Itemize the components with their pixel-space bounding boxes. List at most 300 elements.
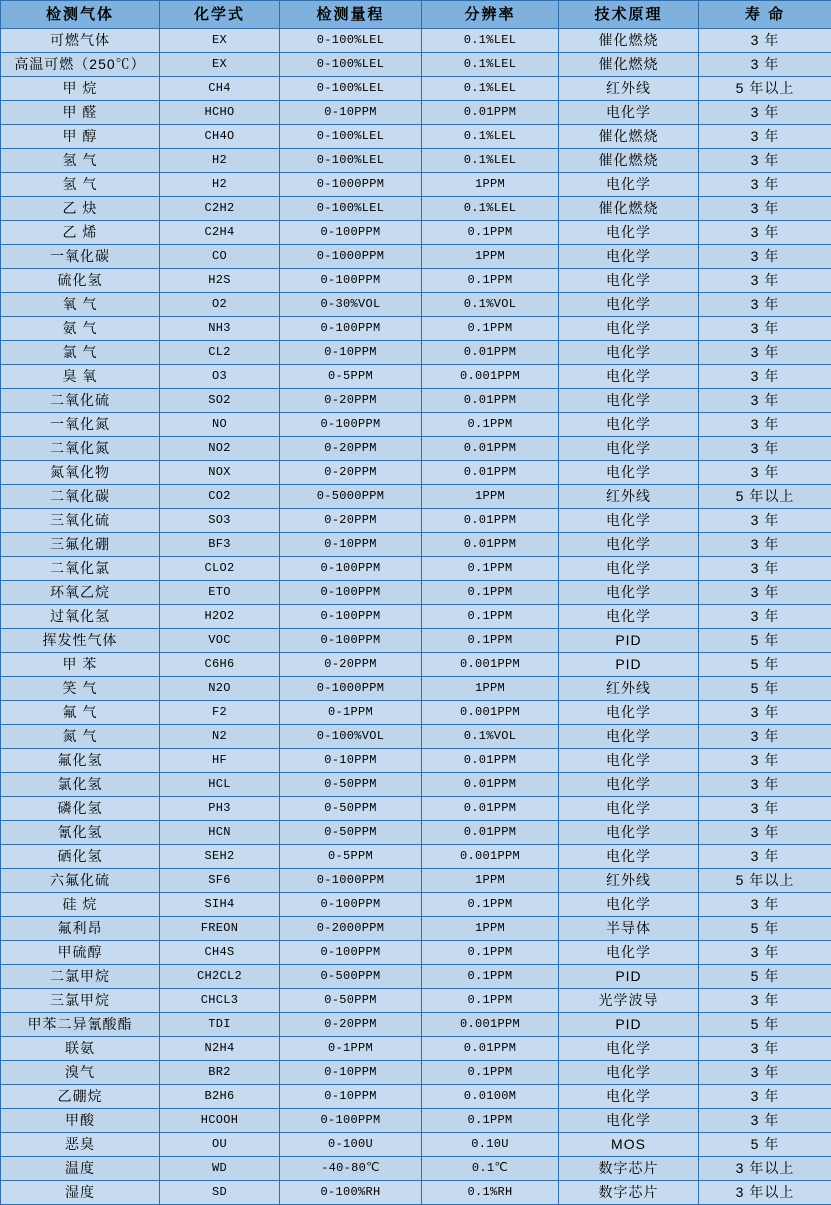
cell-range: 0-20PPM (280, 653, 422, 677)
table-row (1, 29, 831, 53)
cell-range: 0-100%LEL (280, 77, 422, 101)
cell-resolution: 0.01PPM (422, 797, 559, 821)
cell-resolution: 0.1PPM (422, 629, 559, 653)
cell-lifespan: 3 年 (699, 365, 831, 389)
cell-range: 0-100%LEL (280, 53, 422, 77)
cell-gas: 一氧化氮 (1, 413, 160, 437)
cell-formula: SO2 (160, 389, 280, 413)
cell-gas: 湿度 (1, 1181, 160, 1205)
cell-range: 0-500PPM (280, 965, 422, 989)
cell-lifespan: 3 年 (699, 125, 831, 149)
cell-range: 0-100%LEL (280, 197, 422, 221)
cell-gas: 臭 氧 (1, 365, 160, 389)
cell-resolution: 0.1PPM (422, 317, 559, 341)
cell-lifespan: 3 年 (699, 581, 831, 605)
table-row (1, 701, 831, 725)
cell-formula: VOC (160, 629, 280, 653)
cell-range: 0-10PPM (280, 1085, 422, 1109)
table-row (1, 1013, 831, 1037)
cell-resolution: 0.001PPM (422, 653, 559, 677)
cell-resolution: 0.1PPM (422, 413, 559, 437)
cell-principle: 催化燃烧 (559, 29, 699, 53)
cell-principle: 电化学 (559, 773, 699, 797)
cell-principle: 电化学 (559, 725, 699, 749)
cell-principle: 电化学 (559, 941, 699, 965)
column-header-resolution: 分辨率 (422, 1, 559, 29)
cell-gas: 二氧化碳 (1, 485, 160, 509)
cell-principle: 电化学 (559, 509, 699, 533)
cell-principle: 红外线 (559, 677, 699, 701)
cell-lifespan: 3 年 (699, 725, 831, 749)
table-row (1, 557, 831, 581)
cell-formula: BF3 (160, 533, 280, 557)
cell-resolution: 0.1%LEL (422, 29, 559, 53)
cell-principle: MOS (559, 1133, 699, 1157)
cell-gas: 甲酸 (1, 1109, 160, 1133)
cell-lifespan: 5 年以上 (699, 485, 831, 509)
cell-formula: SIH4 (160, 893, 280, 917)
cell-range: 0-10PPM (280, 533, 422, 557)
cell-gas: 乙 炔 (1, 197, 160, 221)
table-row (1, 581, 831, 605)
cell-principle: PID (559, 1013, 699, 1037)
cell-formula: PH3 (160, 797, 280, 821)
cell-formula: SO3 (160, 509, 280, 533)
cell-principle: 电化学 (559, 413, 699, 437)
cell-range: 0-100PPM (280, 581, 422, 605)
cell-principle: 电化学 (559, 101, 699, 125)
cell-lifespan: 5 年以上 (699, 77, 831, 101)
cell-formula: SEH2 (160, 845, 280, 869)
cell-gas: 高温可燃（250℃） (1, 53, 160, 77)
cell-principle: 电化学 (559, 557, 699, 581)
cell-range: 0-20PPM (280, 461, 422, 485)
cell-gas: 甲硫醇 (1, 941, 160, 965)
cell-principle: 电化学 (559, 389, 699, 413)
cell-resolution: 0.1PPM (422, 269, 559, 293)
table-row (1, 869, 831, 893)
cell-gas: 乙 烯 (1, 221, 160, 245)
table-row (1, 1061, 831, 1085)
cell-resolution: 1PPM (422, 917, 559, 941)
cell-formula: SD (160, 1181, 280, 1205)
cell-resolution: 0.01PPM (422, 509, 559, 533)
cell-resolution: 0.1PPM (422, 989, 559, 1013)
cell-principle: 红外线 (559, 77, 699, 101)
cell-gas: 氯化氢 (1, 773, 160, 797)
cell-resolution: 0.10U (422, 1133, 559, 1157)
cell-formula: CL2 (160, 341, 280, 365)
cell-lifespan: 3 年 (699, 749, 831, 773)
table-row (1, 749, 831, 773)
column-header-principle: 技术原理 (559, 1, 699, 29)
cell-resolution: 0.01PPM (422, 749, 559, 773)
cell-range: 0-100PPM (280, 1109, 422, 1133)
cell-principle: 电化学 (559, 1085, 699, 1109)
cell-resolution: 1PPM (422, 245, 559, 269)
cell-formula: CH4O (160, 125, 280, 149)
cell-formula: ETO (160, 581, 280, 605)
cell-gas: 二氧化硫 (1, 389, 160, 413)
cell-principle: 电化学 (559, 1061, 699, 1085)
cell-gas: 可燃气体 (1, 29, 160, 53)
cell-gas: 三氧化硫 (1, 509, 160, 533)
cell-range: 0-1000PPM (280, 869, 422, 893)
table-row (1, 989, 831, 1013)
table-row (1, 917, 831, 941)
cell-principle: 电化学 (559, 845, 699, 869)
cell-formula: HCN (160, 821, 280, 845)
cell-principle: 数字芯片 (559, 1181, 699, 1205)
cell-range: 0-100PPM (280, 893, 422, 917)
cell-principle: 电化学 (559, 749, 699, 773)
cell-gas: 甲 烷 (1, 77, 160, 101)
cell-gas: 恶臭 (1, 1133, 160, 1157)
cell-formula: H2O2 (160, 605, 280, 629)
table-row (1, 461, 831, 485)
cell-gas: 过氧化氢 (1, 605, 160, 629)
table-row (1, 485, 831, 509)
cell-resolution: 0.01PPM (422, 101, 559, 125)
cell-lifespan: 5 年 (699, 629, 831, 653)
table-row (1, 1181, 831, 1205)
cell-lifespan: 5 年 (699, 677, 831, 701)
cell-formula: WD (160, 1157, 280, 1181)
cell-gas: 甲 苯 (1, 653, 160, 677)
table-row (1, 245, 831, 269)
cell-principle: 光学波导 (559, 989, 699, 1013)
cell-resolution: 0.01PPM (422, 533, 559, 557)
table-row (1, 893, 831, 917)
cell-lifespan: 3 年 (699, 413, 831, 437)
cell-principle: 电化学 (559, 461, 699, 485)
cell-resolution: 0.1%RH (422, 1181, 559, 1205)
cell-range: 0-1PPM (280, 1037, 422, 1061)
cell-resolution: 0.1%LEL (422, 149, 559, 173)
cell-principle: 电化学 (559, 533, 699, 557)
table-row (1, 653, 831, 677)
table-row (1, 941, 831, 965)
cell-principle: 电化学 (559, 605, 699, 629)
table-row (1, 293, 831, 317)
table-row (1, 413, 831, 437)
cell-range: 0-1PPM (280, 701, 422, 725)
cell-lifespan: 3 年 (699, 1085, 831, 1109)
cell-range: 0-10PPM (280, 341, 422, 365)
cell-principle: 电化学 (559, 797, 699, 821)
cell-gas: 氧 气 (1, 293, 160, 317)
cell-range: 0-5PPM (280, 845, 422, 869)
table-row (1, 845, 831, 869)
cell-resolution: 0.1%LEL (422, 125, 559, 149)
cell-gas: 氯 气 (1, 341, 160, 365)
cell-resolution: 0.1%LEL (422, 197, 559, 221)
table-row (1, 1037, 831, 1061)
cell-resolution: 0.0100M (422, 1085, 559, 1109)
cell-gas: 氟 气 (1, 701, 160, 725)
cell-resolution: 0.1%LEL (422, 77, 559, 101)
cell-range: 0-100PPM (280, 317, 422, 341)
cell-range: 0-1000PPM (280, 677, 422, 701)
cell-formula: EX (160, 53, 280, 77)
cell-formula: O2 (160, 293, 280, 317)
table-row (1, 965, 831, 989)
cell-lifespan: 5 年 (699, 965, 831, 989)
cell-lifespan: 3 年 (699, 557, 831, 581)
cell-gas: 氢 气 (1, 173, 160, 197)
cell-resolution: 0.01PPM (422, 1037, 559, 1061)
cell-formula: OU (160, 1133, 280, 1157)
cell-principle: 电化学 (559, 701, 699, 725)
cell-principle: 电化学 (559, 269, 699, 293)
cell-range: 0-100%LEL (280, 125, 422, 149)
cell-principle: 电化学 (559, 821, 699, 845)
cell-lifespan: 3 年 (699, 1109, 831, 1133)
cell-lifespan: 3 年 (699, 245, 831, 269)
cell-resolution: 1PPM (422, 869, 559, 893)
cell-lifespan: 3 年 (699, 989, 831, 1013)
cell-lifespan: 3 年以上 (699, 1157, 831, 1181)
cell-lifespan: 3 年以上 (699, 1181, 831, 1205)
cell-lifespan: 3 年 (699, 941, 831, 965)
cell-lifespan: 3 年 (699, 893, 831, 917)
cell-principle: 电化学 (559, 437, 699, 461)
cell-lifespan: 3 年 (699, 149, 831, 173)
table-row (1, 269, 831, 293)
cell-resolution: 0.001PPM (422, 845, 559, 869)
table-row (1, 1157, 831, 1181)
table-row (1, 365, 831, 389)
cell-gas: 氟利昂 (1, 917, 160, 941)
cell-range: 0-100PPM (280, 221, 422, 245)
cell-principle: 电化学 (559, 581, 699, 605)
cell-gas: 硫化氢 (1, 269, 160, 293)
cell-formula: N2O (160, 677, 280, 701)
cell-resolution: 0.001PPM (422, 1013, 559, 1037)
cell-gas: 联氨 (1, 1037, 160, 1061)
cell-formula: CO2 (160, 485, 280, 509)
cell-formula: CH4 (160, 77, 280, 101)
cell-lifespan: 3 年 (699, 173, 831, 197)
cell-formula: EX (160, 29, 280, 53)
table-row (1, 125, 831, 149)
cell-gas: 一氧化碳 (1, 245, 160, 269)
cell-range: 0-100PPM (280, 605, 422, 629)
cell-range: 0-100%VOL (280, 725, 422, 749)
cell-lifespan: 3 年 (699, 29, 831, 53)
cell-formula: CO (160, 245, 280, 269)
cell-formula: NOX (160, 461, 280, 485)
table-row (1, 605, 831, 629)
cell-lifespan: 3 年 (699, 797, 831, 821)
table-row (1, 725, 831, 749)
cell-gas: 六氟化硫 (1, 869, 160, 893)
cell-lifespan: 3 年 (699, 773, 831, 797)
cell-resolution: 0.01PPM (422, 773, 559, 797)
cell-resolution: 1PPM (422, 485, 559, 509)
cell-range: 0-20PPM (280, 389, 422, 413)
cell-lifespan: 3 年 (699, 341, 831, 365)
cell-formula: B2H6 (160, 1085, 280, 1109)
table-row (1, 53, 831, 77)
cell-resolution: 0.1℃ (422, 1157, 559, 1181)
table-row (1, 317, 831, 341)
cell-lifespan: 3 年 (699, 317, 831, 341)
cell-formula: CH4S (160, 941, 280, 965)
cell-principle: 电化学 (559, 1109, 699, 1133)
cell-gas: 二氧化氮 (1, 437, 160, 461)
cell-resolution: 0.1%VOL (422, 293, 559, 317)
table-row (1, 221, 831, 245)
cell-lifespan: 5 年 (699, 917, 831, 941)
cell-gas: 温度 (1, 1157, 160, 1181)
column-header-range: 检测量程 (280, 1, 422, 29)
cell-formula: HF (160, 749, 280, 773)
cell-resolution: 0.1PPM (422, 893, 559, 917)
table-row (1, 509, 831, 533)
cell-resolution: 0.001PPM (422, 365, 559, 389)
cell-formula: NH3 (160, 317, 280, 341)
table-row (1, 437, 831, 461)
cell-gas: 氨 气 (1, 317, 160, 341)
cell-formula: H2 (160, 173, 280, 197)
cell-formula: CHCL3 (160, 989, 280, 1013)
cell-resolution: 1PPM (422, 677, 559, 701)
cell-resolution: 0.1%LEL (422, 53, 559, 77)
cell-principle: 催化燃烧 (559, 197, 699, 221)
cell-formula: FREON (160, 917, 280, 941)
cell-principle: 电化学 (559, 1037, 699, 1061)
cell-formula: NO2 (160, 437, 280, 461)
cell-range: 0-100PPM (280, 941, 422, 965)
cell-formula: C6H6 (160, 653, 280, 677)
cell-lifespan: 3 年 (699, 1037, 831, 1061)
cell-gas: 二氧化氯 (1, 557, 160, 581)
cell-range: 0-50PPM (280, 821, 422, 845)
table-row (1, 773, 831, 797)
cell-gas: 氟化氢 (1, 749, 160, 773)
cell-range: 0-20PPM (280, 437, 422, 461)
cell-formula: HCL (160, 773, 280, 797)
cell-gas: 三氯甲烷 (1, 989, 160, 1013)
table-row (1, 77, 831, 101)
table-row (1, 389, 831, 413)
cell-principle: 电化学 (559, 893, 699, 917)
cell-formula: HCHO (160, 101, 280, 125)
table-row (1, 173, 831, 197)
cell-range: 0-5000PPM (280, 485, 422, 509)
cell-formula: N2 (160, 725, 280, 749)
cell-resolution: 0.01PPM (422, 389, 559, 413)
cell-gas: 氮 气 (1, 725, 160, 749)
table-row (1, 341, 831, 365)
cell-lifespan: 3 年 (699, 1061, 831, 1085)
cell-principle: 半导体 (559, 917, 699, 941)
column-header-lifespan: 寿 命 (699, 1, 831, 29)
cell-range: 0-100PPM (280, 269, 422, 293)
cell-range: 0-100%RH (280, 1181, 422, 1205)
cell-range: 0-5PPM (280, 365, 422, 389)
table-row (1, 533, 831, 557)
cell-principle: PID (559, 653, 699, 677)
table-header-row (1, 1, 831, 29)
cell-gas: 二氯甲烷 (1, 965, 160, 989)
table-row (1, 629, 831, 653)
cell-lifespan: 3 年 (699, 821, 831, 845)
cell-range: -40-80℃ (280, 1157, 422, 1181)
cell-range: 0-100PPM (280, 413, 422, 437)
cell-resolution: 0.1PPM (422, 965, 559, 989)
table-row (1, 821, 831, 845)
cell-range: 0-50PPM (280, 773, 422, 797)
cell-lifespan: 3 年 (699, 437, 831, 461)
cell-lifespan: 5 年 (699, 1133, 831, 1157)
table-row (1, 101, 831, 125)
cell-formula: C2H4 (160, 221, 280, 245)
cell-principle: 数字芯片 (559, 1157, 699, 1181)
cell-range: 0-2000PPM (280, 917, 422, 941)
table-row (1, 1133, 831, 1157)
cell-lifespan: 3 年 (699, 509, 831, 533)
cell-range: 0-10PPM (280, 749, 422, 773)
cell-lifespan: 3 年 (699, 221, 831, 245)
cell-range: 0-10PPM (280, 1061, 422, 1085)
cell-gas: 氮氧化物 (1, 461, 160, 485)
cell-lifespan: 5 年 (699, 653, 831, 677)
cell-range: 0-100%LEL (280, 149, 422, 173)
table-row (1, 797, 831, 821)
cell-resolution: 0.1PPM (422, 1109, 559, 1133)
cell-lifespan: 3 年 (699, 101, 831, 125)
table-header (1, 1, 831, 29)
cell-range: 0-10PPM (280, 101, 422, 125)
cell-formula: BR2 (160, 1061, 280, 1085)
cell-principle: 红外线 (559, 485, 699, 509)
cell-formula: TDI (160, 1013, 280, 1037)
cell-formula: NO (160, 413, 280, 437)
cell-gas: 甲 醛 (1, 101, 160, 125)
cell-lifespan: 3 年 (699, 197, 831, 221)
cell-lifespan: 3 年 (699, 269, 831, 293)
cell-principle: 电化学 (559, 293, 699, 317)
cell-range: 0-1000PPM (280, 245, 422, 269)
cell-gas: 甲苯二异氰酸酯 (1, 1013, 160, 1037)
cell-range: 0-50PPM (280, 797, 422, 821)
cell-principle: 电化学 (559, 245, 699, 269)
table-row (1, 677, 831, 701)
cell-resolution: 0.01PPM (422, 821, 559, 845)
cell-formula: HCOOH (160, 1109, 280, 1133)
cell-formula: H2 (160, 149, 280, 173)
cell-formula: O3 (160, 365, 280, 389)
cell-principle: PID (559, 965, 699, 989)
cell-range: 0-20PPM (280, 509, 422, 533)
cell-principle: 电化学 (559, 173, 699, 197)
cell-gas: 硅 烷 (1, 893, 160, 917)
table-row (1, 1085, 831, 1109)
cell-principle: 催化燃烧 (559, 125, 699, 149)
cell-formula: H2S (160, 269, 280, 293)
cell-lifespan: 3 年 (699, 293, 831, 317)
cell-formula: C2H2 (160, 197, 280, 221)
cell-principle: 催化燃烧 (559, 53, 699, 77)
cell-principle: 红外线 (559, 869, 699, 893)
cell-lifespan: 3 年 (699, 845, 831, 869)
cell-lifespan: 5 年 (699, 1013, 831, 1037)
table-row (1, 197, 831, 221)
cell-range: 0-100PPM (280, 629, 422, 653)
cell-formula: N2H4 (160, 1037, 280, 1061)
